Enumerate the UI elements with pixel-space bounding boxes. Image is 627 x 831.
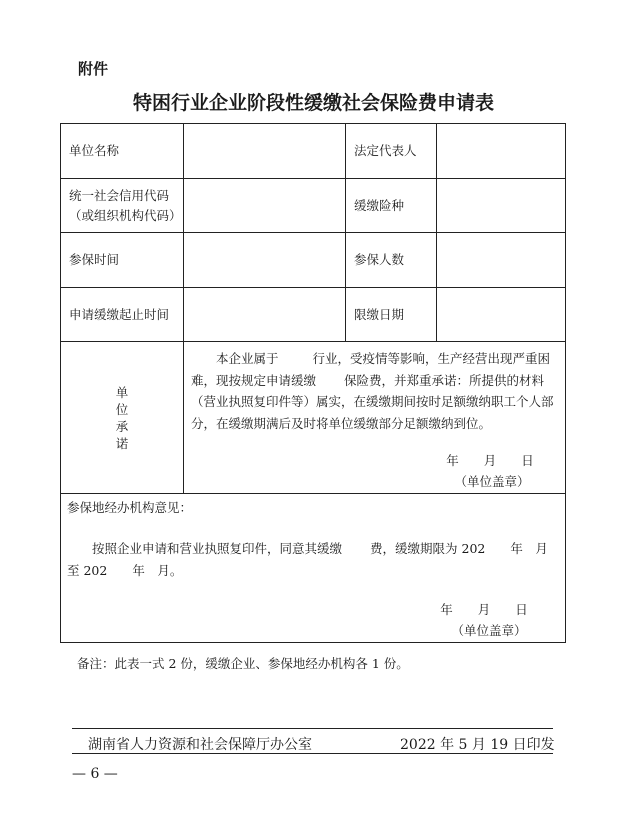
commitment-cell: [184, 342, 566, 494]
commitment-text: 本企业属于 行业，受疫情等影响，生产经营出现严重困难，现按规定申请缓缴 保险费，并郑重承诺：所提供的材料（营业执照复印件等）属实，在缓缴期间按时足额缴纳职工个人部分，在缓缴期满后及时将单位缓缴部分足额缴纳到位。: [191, 351, 554, 431]
deferral-type-label: 缓缴险种: [346, 179, 437, 233]
attachment-label: 附件: [78, 60, 109, 78]
application-form-table: [60, 123, 566, 643]
issue-date: 2022 年 5 月 19 日印发: [400, 737, 555, 753]
opinion-date: 年 月 日: [440, 602, 528, 617]
form-row: [61, 494, 566, 643]
footer-top-rule: [72, 728, 553, 729]
deferral-period-field[interactable]: [184, 288, 346, 342]
form-row: [61, 179, 566, 233]
legal-rep-label: 法定代表人: [346, 124, 437, 179]
credit-code-field[interactable]: [184, 179, 346, 233]
agency-opinion-title: 参保地经办机构意见：: [67, 500, 193, 515]
form-row: [61, 124, 566, 179]
form-title: 特困行业企业阶段性缓缴社会保险费申请表: [132, 92, 494, 114]
opinion-seal: （单位盖章）: [451, 623, 527, 638]
legal-rep-field[interactable]: [437, 124, 566, 179]
insured-since-field[interactable]: [184, 233, 346, 288]
agency-opinion-cell: [61, 494, 566, 643]
issuer-office: 湖南省人力资源和社会保障厅办公室: [88, 737, 312, 753]
commitment-label: 单 位 承 诺: [61, 342, 184, 494]
deferral-type-field[interactable]: [437, 179, 566, 233]
payment-deadline-field[interactable]: [437, 288, 566, 342]
unit-name-label: 单位名称: [61, 124, 184, 179]
credit-code-label-line2: （或组织机构代码）: [69, 207, 182, 223]
insured-count-label: 参保人数: [346, 233, 437, 288]
credit-code-label-line1: 统一社会信用代码: [69, 187, 170, 203]
form-row: [61, 342, 566, 494]
form-note: 备注：此表一式 2 份，缓缴企业、参保地经办机构各 1 份。: [77, 656, 409, 671]
payment-deadline-label: 限缴日期: [346, 288, 437, 342]
agency-opinion-text: 按照企业申请和营业执照复印件，同意其缓缴 费，缓缴期限为 202 年 月至 202 年 月。: [67, 541, 548, 578]
credit-code-label: [61, 179, 184, 233]
deferral-period-label: 申请缓缴起止时间: [61, 288, 184, 342]
form-row: [61, 288, 566, 342]
unit-name-field[interactable]: [184, 124, 346, 179]
commitment-date: 年 月 日: [446, 453, 534, 468]
footer-bottom-rule: [72, 753, 553, 754]
page-number: — 6 —: [72, 766, 118, 782]
insured-count-field[interactable]: [437, 233, 566, 288]
insured-since-label: 参保时间: [61, 233, 184, 288]
form-row: [61, 233, 566, 288]
commitment-seal: （单位盖章）: [454, 474, 530, 489]
